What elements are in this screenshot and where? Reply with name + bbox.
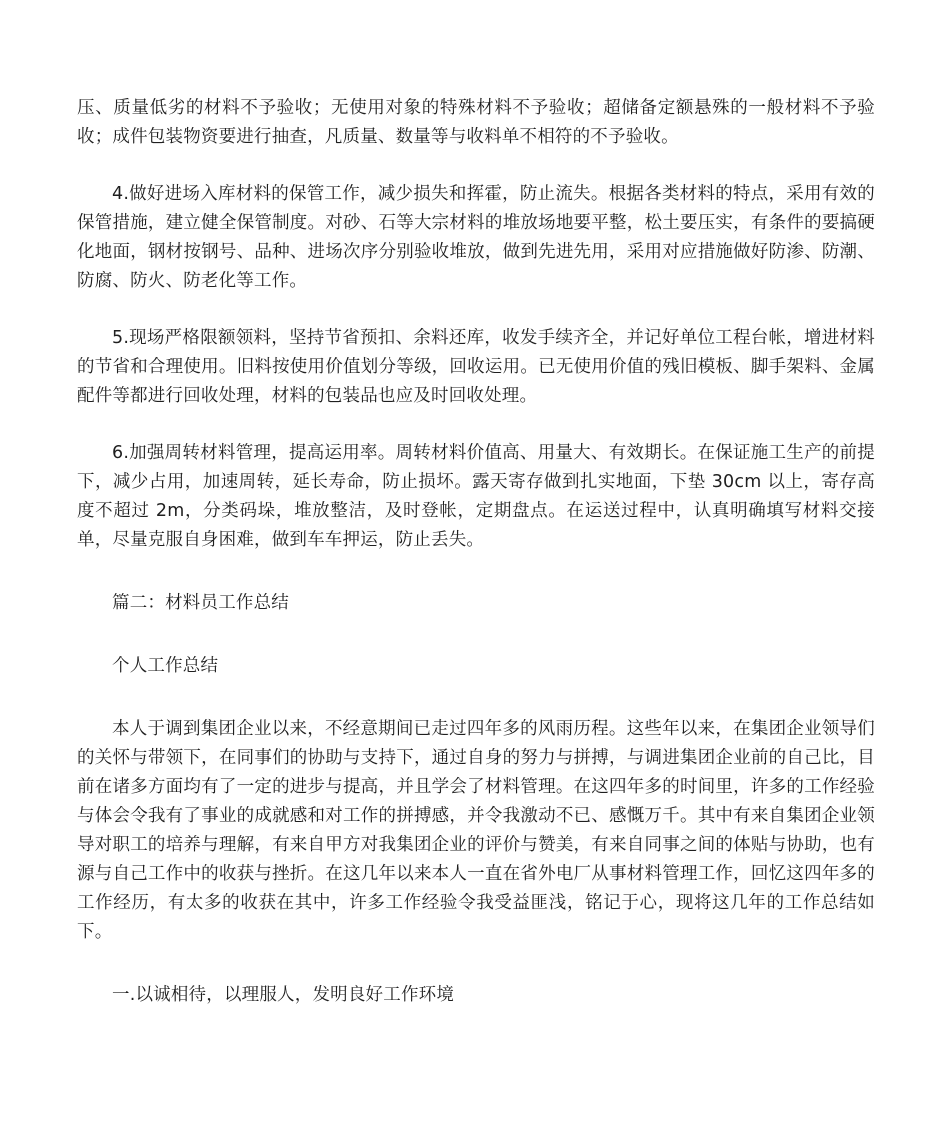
- section-heading-part-two: 篇二：材料员工作总结: [112, 593, 289, 613]
- paragraph-introduction: 本人于调到集团企业以来，不经意期间已走过四年多的风雨历程。这些年以来，在集团企业领导们的关怀与带领下，在同事们的协助与支持下，通过自身的努力与拼搏，与调进集团企业前的自己比，目前在诸多方面均有了一定的进步与提高，并且学会了材料管理。在这四年多的时间里，许多的工作经验与体会令我有了事业的成就感和对工作的拼搏感，并令我激动不已、感慨万千。其中有来自集团企业领导对职工的培养与理解，有来自甲方对我集团企业的评价与赞美，有来自同事之间的体贴与协助，也有源与自己工作中的收获与挫折。在这几年以来本人一直在省外电厂从事材料管理工作，回忆这四年多的工作经历，有太多的收获在其中，许多工作经验令我受益匪浅，铭记于心，现将这几年的工作总结如下。: [77, 719, 875, 942]
- paragraph-item-6-turnover: 6.加强周转材料管理，提高运用率。周转材料价值高、用量大、有效期长。在保证施工生产的前提下，减少占用，加速周转，延长寿命，防止损坏。露天寄存做到扎实地面，下垫 30cm 以上，寄存高度不超过 2m，分类码垛，堆放整洁，及时登帐，定期盘点。在运送过程中，认真明确填写材料交接单，尽量克服自身困难，做到车车押运，防止丢失。: [77, 443, 875, 550]
- section-heading-one: 一.以诚相待，以理服人，发明良好工作环境: [112, 985, 455, 1005]
- section-subheading-personal-summary: 个人工作总结: [112, 656, 219, 676]
- document-page: [77, 94, 875, 1010]
- paragraph-acceptance-rules: 压、质量低劣的材料不予验收；无使用对象的特殊材料不予验收；超储备定额悬殊的一般材料不予验收；成件包装物资要进行抽查，凡质量、数量等与收料单不相符的不予验收。: [77, 98, 875, 147]
- paragraph-item-4-storage: 4.做好进场入库材料的保管工作，减少损失和挥霍，防止流失。根据各类材料的特点，采用有效的保管措施，建立健全保管制度。对砂、石等大宗材料的堆放场地要平整，松土要压实，有条件的要搞硬化地面，钢材按钢号、品种、进场次序分别验收堆放，做到先进先用，采用对应措施做好防渗、防潮、防腐、防火、防老化等工作。: [77, 184, 875, 291]
- paragraph-item-5-quota: 5.现场严格限额领料，坚持节省预扣、余料还库，收发手续齐全，并记好单位工程台帐，增进材料的节省和合理使用。旧料按使用价值划分等级，回收运用。已无使用价值的残旧模板、脚手架料、金属配件等都进行回收处理，材料的包装品也应及时回收处理。: [77, 328, 875, 406]
